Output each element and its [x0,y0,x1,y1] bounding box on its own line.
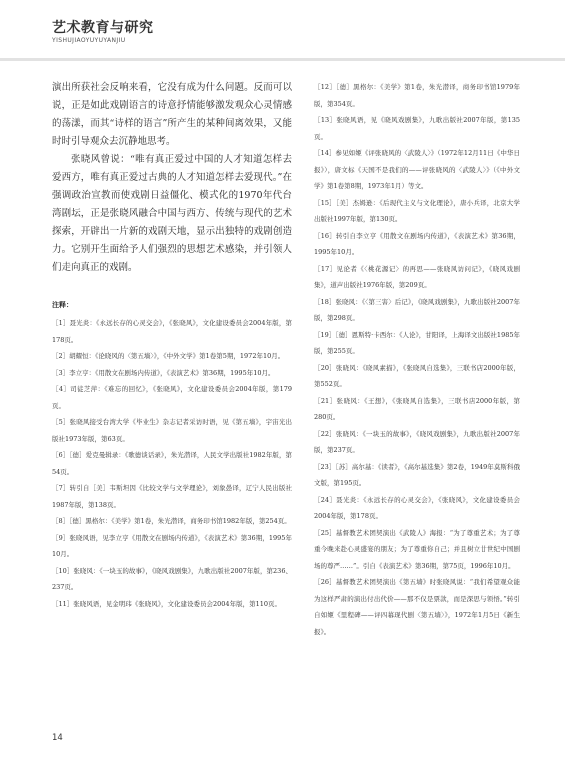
note-15: ［15］［美］杰姆逊：《后现代主义与文化理论》，唐小兵译，北京大学出版社1997年版，第130页。 [314,198,520,223]
note-4: ［4］司徒芝萍：《难忘的回忆》，《张晓风》，文化建设委员会2004年版，第179页。 [52,385,292,410]
left-column [52,79,292,612]
note-23: ［23］［苏］高尔基：《读者》，《高尔基选集》第2卷，1949年莫斯科俄文版，第195页。 [314,462,520,487]
note-19: ［19］［德］恩斯特·卡西尔：《人论》，甘阳译，上海译文出版社1985年版，第255页。 [314,330,520,355]
note-5: ［5］张晓风接受台湾大学《毕业生》杂志记者采访时语，见《第五墙》，宇宙光出版社1973年版，第63页。 [52,418,292,443]
page-header [52,20,154,45]
note-24: ［24］聂光炎：《永远长存的心灵交会》，《张晓风》，文化建设委员会2004年版，第178页。 [314,495,520,520]
page-number: 14 [52,733,63,743]
note-17: ［17］见论者《〈桃花源记〉的再思——张晓风访问记》，《晓风戏剧集》，道声出版社1976年版，第209页。 [314,264,520,289]
note-2: ［2］胡耀恒：《论晓风的〈第五墙〉》，《中外文学》第1卷第5期，1972年10月。 [52,352,285,360]
note-6: ［6］［德］爱克曼辑录：《歌德谈话录》，朱光潜译，人民文学出版社1982年版，第54页。 [52,451,292,476]
note-1: ［1］聂光炎：《永远长存的心灵交会》，《张晓风》，文化建设委员会2004年版，第178页。 [52,319,292,344]
note-18: ［18］张晓风：《〈第三害〉后记》，《晓风戏剧集》，九歌出版社2007年版，第298页。 [314,297,520,322]
journal-title: 艺术教育与研究 [52,20,154,36]
note-10: ［10］张晓风：《一块玉的故事》，《晓风戏剧集》，九歌出版社2007年版，第236、237页。 [52,566,292,591]
note-14: ［14］参见如姬《评张晓风的〈武陵人〉》（1972年12月11日《中华日报》），唐文标《天国不是我们的——评张晓风的〈武陵人〉》（《中外文学》第1卷第8期，1973年1月）等文。 [314,149,520,190]
note-7: ［7］转引自［美］韦斯坦因《比较文学与文学理论》，刘象愚译，辽宁人民出版社1987年版，第138页。 [52,484,292,509]
note-3: ［3］李立亨：《用散文在剧场内传道》，《表演艺术》第36期，1995年10月。 [52,368,275,377]
notes-heading: 注释： [52,301,73,309]
note-21: ［21］张晓风：《王想》，《张晓风自选集》，三联书店2000年版，第280页。 [314,396,520,421]
note-8: ［8］［德］黑格尔：《美学》第1卷，朱光潜译，商务印书馆1982年版，第254页。 [52,517,291,525]
note-26: ［26］基督教艺术团契演出《第五墙》时张晓风说：“我们希望观众能为这样严肃的演出付出代价——那不仅是票款，而是深思与领悟。”转引自如姬《里程碑——评四幕现代剧〈第五墙〉》，1972年1月5日《新生报》。 [314,578,520,636]
right-column [314,79,520,640]
note-25: ［25］基督教艺术团契演出《武陵人》海报：“为了尊重艺术；为了尊重今晚来赴心灵盛宴的朋友；为了尊重你自己；并且树立廿世纪中国剧场的尊严……”。引自《表演艺术》第36期，第75页，1996年10月。 [314,528,520,570]
header-divider [0,58,565,61]
note-9: ［9］张晓风语，见李立亨《用散文在剧场内传道》，《表演艺术》第36期，1995年10月。 [52,533,292,558]
body-paragraph-1: 演出所获社会反响来看，它没有成为什么问题。反而可以说，正是如此戏剧语言的诗意抒情能够激发观众心灵情感的荡漾，而其“诗样的语言”所产生的某种间离效果，又能时时引导观众去沉静地思考。 [52,82,292,147]
note-11: ［11］张晓风语，见金明玮《张晓风》，文化建设委员会2004年版，第110页。 [52,599,281,608]
note-12: ［12］［德］黑格尔：《美学》第1卷，朱光潜译，商务印书馆1979年版，第354页。 [314,83,520,108]
body-paragraph-2: 张晓风曾说：“唯有真正爱过中国的人才知道怎样去爱西方，唯有真正爱过古典的人才知道怎样去爱现代。”在强调政治宣教而使戏剧日益僵化、模式化的1970年代台湾剧坛，正是张晓风融合中国与西方、传统与现代的艺术探索，开辟出一片新的戏剧天地，显示出独特的戏剧创造力。它别开生面给予人们强烈的思想艺术感染，并引领人们走向真正的戏剧。 [52,154,292,273]
note-16: ［16］转引自李立亨《用散文在剧场内传道》，《表演艺术》第36期，1995年10月。 [314,231,520,256]
note-20: ［20］张晓风：《晓风素描》，《张晓风自选集》，三联书店2000年版，第552页。 [314,363,520,388]
note-22: ［22］张晓风：《一块玉的故事》，《晓风戏剧集》，九歌出版社2007年版，第237页。 [314,429,520,454]
note-13: ［13］张晓风语，见《晓风戏剧集》，九歌出版社2007年版，第135页。 [314,116,520,141]
journal-subtitle: YISHUJIAOYUYUYANJIU [52,37,126,44]
